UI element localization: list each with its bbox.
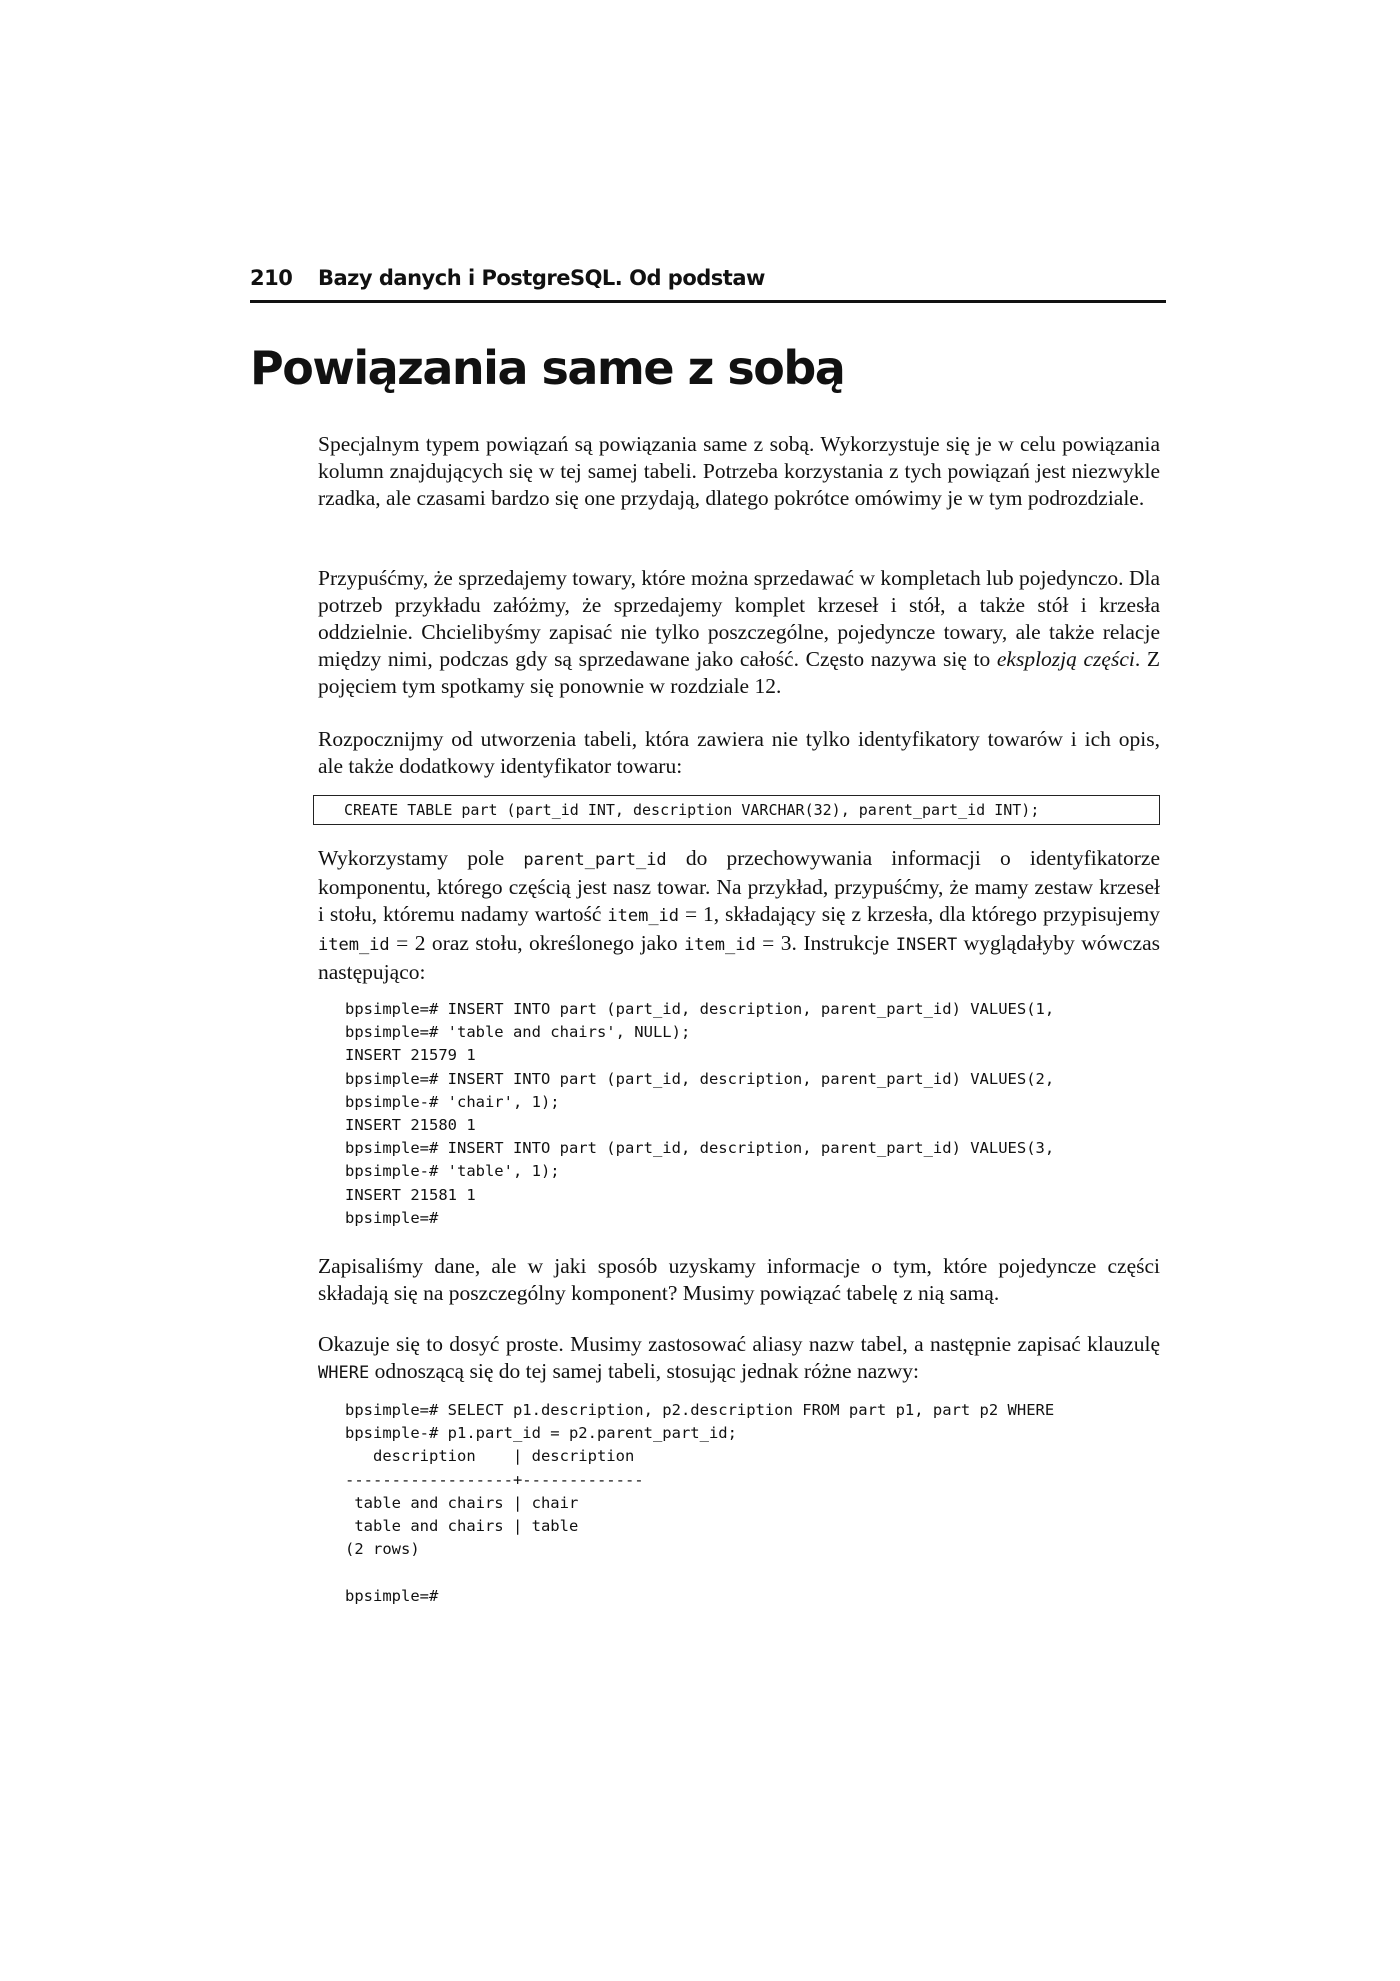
- p6-code-where: WHERE: [318, 1363, 370, 1383]
- p4-text-3: = 1, składający się z krzesła, dla którego przypisujemy: [679, 902, 1161, 926]
- insert-code-block: bpsimple=# INSERT INTO part (part_id, description, parent_part_id) VALUES(1, bpsimple=# 'table and chairs', NULL); INSERT 21579 1 bpsimple=# INSERT INTO part (part_id, description, parent_part_id) VALUES(2, bpsimple-# 'chair', 1); INSERT 21580 1 bpsimple=# INSERT INTO part (part_id, description, parent_part_id) VALUES(3, bpsimple-# 'table', 1); INSERT 21581 1 bpsimple=#: [345, 1000, 1055, 1227]
- section-title: Powiązania same z sobą: [250, 341, 845, 395]
- p6-text-1: Okazuje się to dosyć proste. Musimy zastosować aliasy nazw tabel, a następnie zapisać klauzulę: [318, 1332, 1160, 1356]
- paragraph-parent-part: [318, 845, 1160, 986]
- paragraph-example-start: Przypuśćmy, że sprzedajemy towary, które można sprzedawać w kompletach lub pojedynczo. Dla potrzeb przykładu załóżmy, że sprzedajemy komplet krzeseł i stół, a także stół i krzesła oddzielnie. Chcielibyśmy zapisać nie tylko poszczególne, pojedyncze towary, ale także relacje między nimi, podczas gdy są sprzedawane jako całość. Często nazywa się to: [318, 566, 1160, 671]
- create-table-code: CREATE TABLE part (part_id INT, description VARCHAR(32), parent_part_id INT);: [313, 795, 1160, 825]
- p4-text-6: wyglądałyby wówczas następująco:: [318, 931, 1161, 984]
- running-header: [250, 262, 1166, 303]
- paragraph-example: [318, 565, 1160, 700]
- book-title: Bazy danych i PostgreSQL. Od podstaw: [318, 266, 765, 290]
- paragraph-aliases: [318, 1331, 1160, 1387]
- paragraph-create-table: Rozpocznijmy od utworzenia tabeli, która zawiera nie tylko identyfikatory towarów i ich opis, ale także dodatkowy identyfikator towaru:: [318, 727, 1160, 778]
- p4-text-2: do przechowywania informacji o identyfikatorze komponentu, którego częścią jest nasz towar. Na przykład, przypuśćmy, że mamy zestaw krzeseł i stołu, któremu nadamy wartość: [318, 846, 1160, 926]
- p4-text-5: = 3. Instrukcje: [755, 931, 896, 955]
- paragraph-example-term: eksplozją części: [996, 647, 1135, 671]
- p4-code-insert: INSERT: [895, 935, 958, 955]
- select-code-block: bpsimple=# SELECT p1.description, p2.description FROM part p1, part p2 WHERE bpsimple-# p1.part_id = p2.parent_part_id; description | description ------------------+------------- table and chairs | chair table and chairs | table (2 rows) bpsimple=#: [345, 1401, 1055, 1605]
- paragraph-example-end: . Z pojęciem tym spotkamy się ponownie w rozdziale 12.: [318, 647, 1160, 698]
- p4-code-item-id-2: item_id: [318, 935, 390, 955]
- page-number: 210: [250, 266, 293, 290]
- p4-code-parent-part-id: parent_part_id: [523, 850, 667, 870]
- p4-code-item-id-1: item_id: [607, 906, 680, 926]
- p4-text-4: = 2 oraz stołu, określonego jako: [389, 931, 685, 955]
- p6-text-2: odnoszącą się do tej samej tabeli, stosując jednak różne nazwy:: [369, 1359, 920, 1383]
- paragraph-question: Zapisaliśmy dane, ale w jaki sposób uzyskamy informacje o tym, które pojedyncze części składają się na poszczególny komponent? Musimy powiązać tabelę z nią samą.: [318, 1254, 1160, 1305]
- p4-text-1: Wykorzystamy pole: [318, 846, 524, 870]
- paragraph-intro: Specjalnym typem powiązań są powiązania same z sobą. Wykorzystuje się je w celu powiązania kolumn znajdujących się w tej samej tabeli. Potrzeba korzystania z tych powiązań jest niezwykle rzadka, ale czasami bardzo się one przydają, dlatego pokrótce omówimy je w tym podrozdziale.: [318, 432, 1160, 510]
- p4-code-item-id-3: item_id: [684, 935, 756, 955]
